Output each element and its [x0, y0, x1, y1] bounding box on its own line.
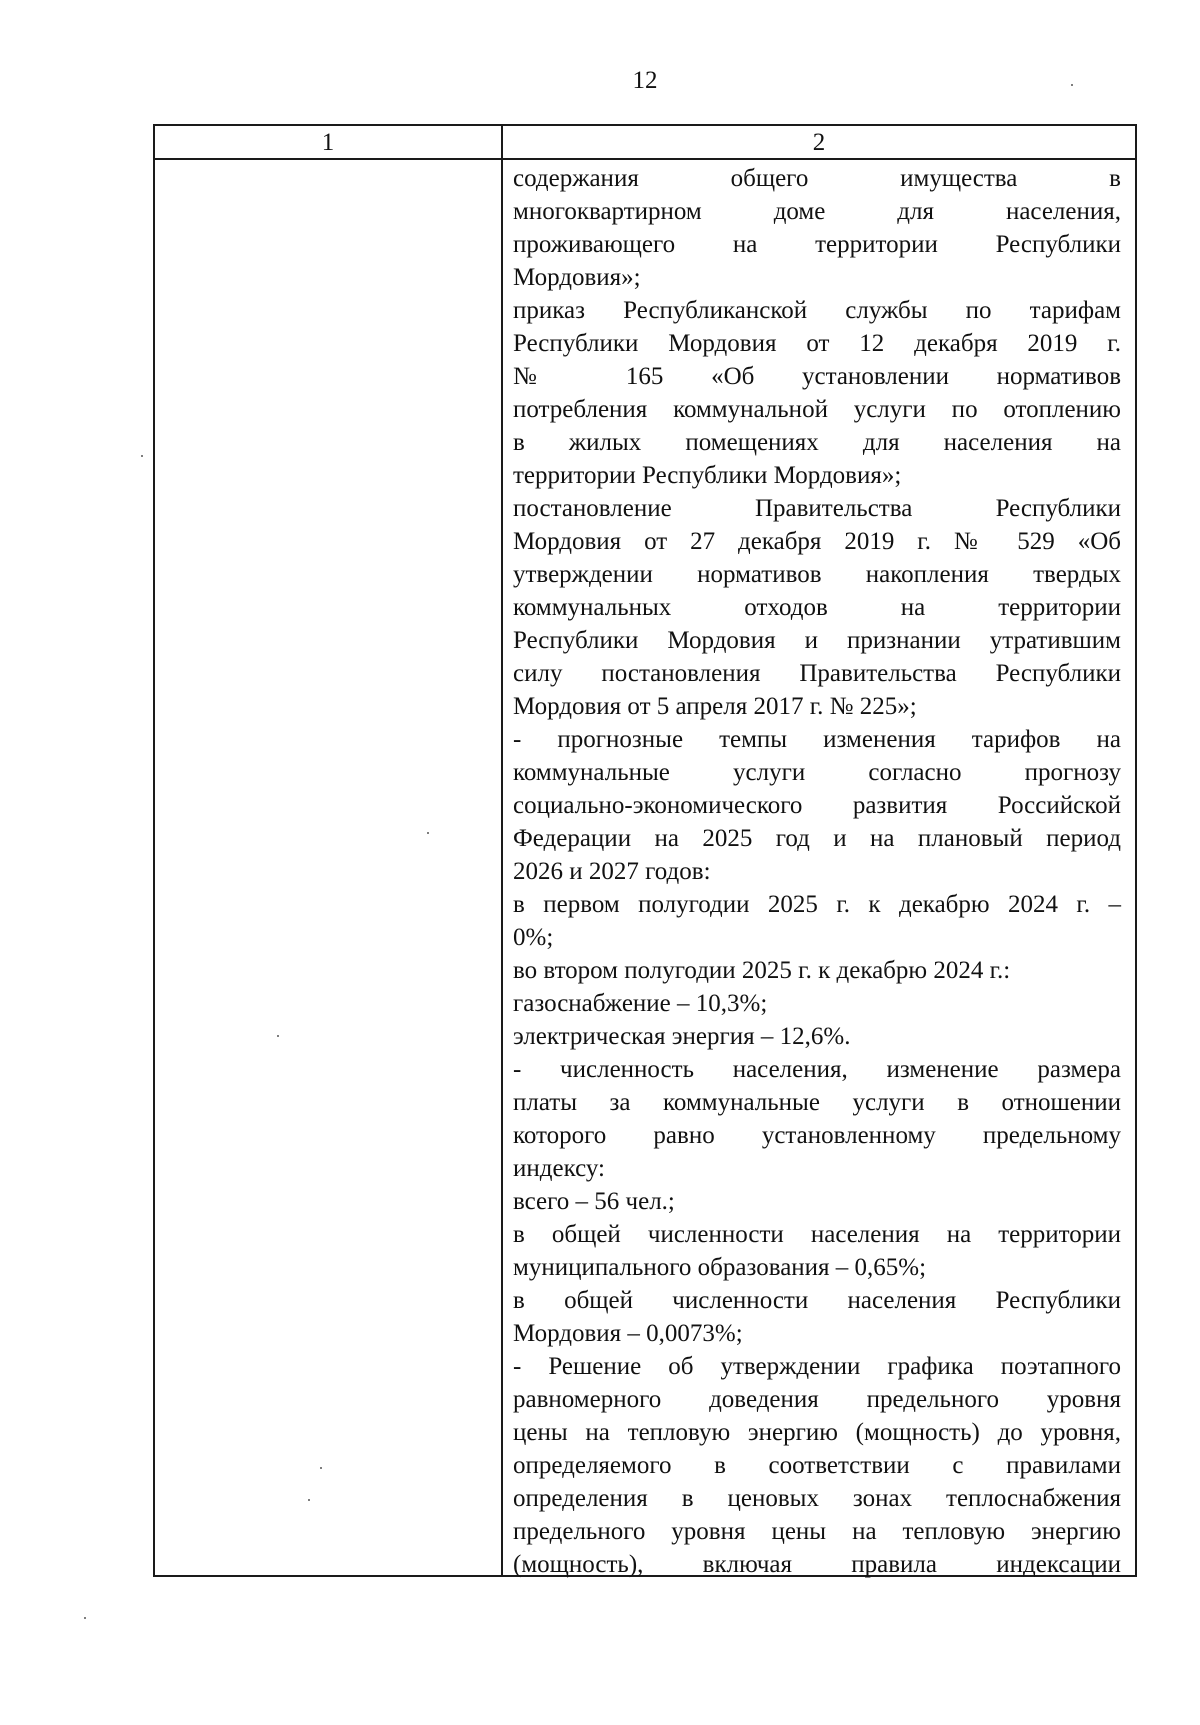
text-line: приказ Республиканской службы по тарифам — [513, 297, 1121, 324]
text-line: № 165 «Об установлении нормативов — [513, 363, 1121, 390]
text-line: в первом полугодии 2025 г. к декабрю 2024 г. – — [513, 891, 1121, 918]
document-table — [153, 124, 1137, 1577]
text-line: проживающего на территории Республики — [513, 231, 1121, 258]
scan-speck — [141, 455, 143, 457]
text-line: платы за коммунальные услуги в отношении — [513, 1089, 1121, 1116]
scan-speck — [277, 1035, 279, 1037]
text-line: муниципального образования – 0,65%; — [513, 1254, 927, 1281]
text-line: определяемого в соответствии с правилами — [513, 1452, 1121, 1479]
text-line: равномерного доведения предельного уровня — [513, 1386, 1121, 1413]
text-line: Мордовия»; — [513, 264, 641, 291]
text-line: содержания общего имущества в — [513, 165, 1121, 192]
scan-speck — [427, 832, 429, 834]
text-line: Мордовия от 27 декабря 2019 г. № 529 «Об — [513, 528, 1121, 555]
text-line: - численность населения, изменение размера — [513, 1056, 1121, 1083]
text-line: силу постановления Правительства Республики — [513, 660, 1121, 687]
text-line: определения в ценовых зонах теплоснабжения — [513, 1485, 1121, 1512]
text-line: (мощность), включая правила индексации — [513, 1551, 1121, 1578]
text-line: утверждении нормативов накопления твердых — [513, 561, 1121, 588]
scan-speck — [1071, 84, 1073, 86]
text-line: цены на тепловую энергию (мощность) до уровня, — [513, 1419, 1121, 1446]
text-line: Мордовия – 0,0073%; — [513, 1320, 743, 1347]
column-1-header: 1 — [321, 129, 335, 156]
scan-speck — [84, 1617, 86, 1619]
column-2-text-cell — [513, 162, 1121, 1581]
text-line: - прогнозные темпы изменения тарифов на — [513, 726, 1121, 753]
text-line: Мордовия от 5 апреля 2017 г. № 225»; — [513, 693, 917, 720]
text-line: в общей численности населения Республики — [513, 1287, 1121, 1314]
text-line: электрическая энергия – 12,6%. — [513, 1023, 851, 1050]
scan-speck — [308, 1499, 310, 1501]
text-line: газоснабжение – 10,3%; — [513, 990, 768, 1017]
text-line: предельного уровня цены на тепловую энергию — [513, 1518, 1121, 1545]
table-header-row — [155, 126, 1135, 160]
text-line: всего – 56 чел.; — [513, 1188, 675, 1215]
text-line: Федерации на 2025 год и на плановый период — [513, 825, 1121, 852]
text-line: Республики Мордовия от 12 декабря 2019 г. — [513, 330, 1121, 357]
text-line: - Решение об утверждении графика поэтапного — [513, 1353, 1121, 1380]
text-line: постановление Правительства Республики — [513, 495, 1121, 522]
text-line: во втором полугодии 2025 г. к декабрю 2024 г.: — [513, 957, 1011, 984]
text-line: социально-экономического развития Российской — [513, 792, 1121, 819]
text-line: многоквартирном доме для населения, — [513, 198, 1121, 225]
text-line: в жилых помещениях для населения на — [513, 429, 1121, 456]
text-line: 0%; — [513, 924, 554, 951]
text-line: в общей численности населения на территории — [513, 1221, 1121, 1248]
page-number: 12 — [632, 67, 658, 94]
column-2-header: 2 — [812, 129, 826, 156]
text-line: которого равно установленному предельному — [513, 1122, 1121, 1149]
text-line: Республики Мордовия и признании утратившим — [513, 627, 1121, 654]
column-divider — [501, 126, 503, 1575]
text-line: 2026 и 2027 годов: — [513, 858, 711, 885]
text-line: потребления коммунальной услуги по отоплению — [513, 396, 1121, 423]
text-line: территории Республики Мордовия»; — [513, 462, 902, 489]
text-line: коммунальные услуги согласно прогнозу — [513, 759, 1121, 786]
scan-speck — [320, 1467, 322, 1469]
text-line: коммунальных отходов на территории — [513, 594, 1121, 621]
text-line: индексу: — [513, 1155, 605, 1182]
